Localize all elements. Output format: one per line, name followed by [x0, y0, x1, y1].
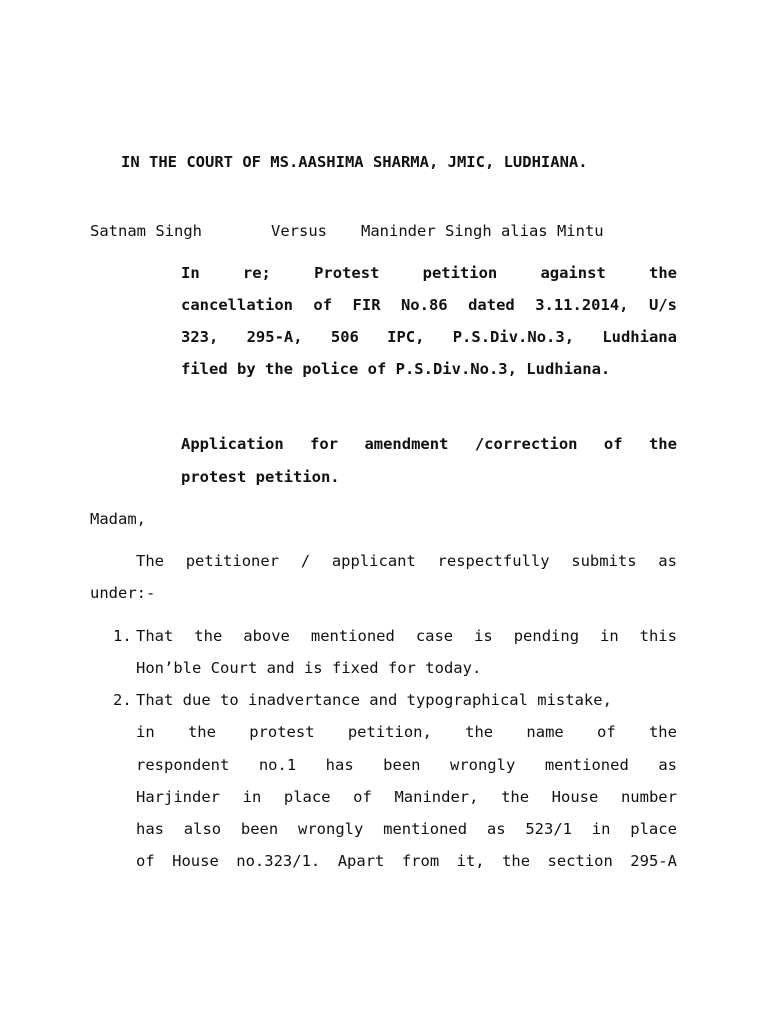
- word: mentioned: [310, 627, 395, 645]
- word: pending: [513, 627, 580, 645]
- word: number: [620, 788, 677, 806]
- word: 506: [330, 328, 359, 346]
- in-re-line: [181, 295, 677, 315]
- word: no.323/1.: [236, 852, 321, 870]
- word: place: [283, 788, 331, 806]
- word: 295-A,: [246, 328, 303, 346]
- word: is: [474, 627, 493, 645]
- item-line-last: Hon’ble Court and is fixed for today.: [136, 659, 482, 677]
- word: House: [172, 852, 219, 870]
- word: House: [551, 788, 599, 806]
- word: in: [591, 820, 611, 838]
- word: amendment: [364, 435, 449, 453]
- word: 295-A: [630, 852, 677, 870]
- word: of: [603, 435, 623, 453]
- in-re-line: [181, 327, 677, 347]
- word: petitioner: [185, 552, 280, 570]
- word: the: [501, 788, 530, 806]
- word: for: [310, 435, 339, 453]
- word: Protest: [314, 264, 380, 282]
- word: wrongly: [298, 820, 364, 838]
- word: has: [325, 756, 354, 774]
- word: the: [649, 264, 677, 282]
- word: Ludhiana: [602, 328, 677, 346]
- item-line: That due to inadvertance and typographical mistake,: [136, 691, 612, 709]
- word: from: [401, 852, 440, 870]
- application-last-line: protest petition.: [181, 468, 340, 486]
- word: this: [639, 627, 677, 645]
- word: P.S.Div.No.3,: [452, 328, 575, 346]
- petitioner-name: Satnam Singh: [90, 222, 202, 240]
- word: in: [136, 723, 155, 741]
- word: The: [136, 552, 164, 570]
- word: also: [183, 820, 222, 838]
- word: respectfully: [437, 552, 550, 570]
- word: protest: [249, 723, 315, 741]
- versus-label: Versus: [271, 222, 327, 240]
- parties-line: [90, 221, 604, 241]
- word: No.86: [400, 296, 448, 314]
- word: petition,: [347, 723, 432, 741]
- item-line: [136, 851, 677, 871]
- word: cancellation: [181, 296, 293, 314]
- word: 3.11.2014,: [535, 296, 629, 314]
- word: wrongly: [449, 756, 516, 774]
- word: as: [658, 552, 677, 570]
- word: Application: [181, 435, 284, 453]
- respondent-name: Maninder Singh alias Mintu: [361, 222, 604, 240]
- word: /: [300, 552, 311, 570]
- application-line: [181, 434, 677, 454]
- word: of: [136, 852, 155, 870]
- word: against: [540, 264, 606, 282]
- word: Harjinder: [136, 788, 220, 806]
- word: in: [242, 788, 262, 806]
- word: Apart: [337, 852, 385, 870]
- word: name: [526, 723, 564, 741]
- word: re;: [242, 264, 271, 282]
- in-re-last-line: filed by the police of P.S.Div.No.3, Ludhiana.: [181, 360, 611, 378]
- word: the: [194, 627, 223, 645]
- word: respondent: [136, 756, 230, 774]
- word: /correction: [474, 435, 578, 453]
- word: place: [630, 820, 677, 838]
- item-line: [136, 722, 677, 742]
- in-re-line: [181, 263, 677, 283]
- word: as: [658, 756, 677, 774]
- item-line: [136, 787, 677, 807]
- word: the: [502, 852, 531, 870]
- word: IPC,: [387, 328, 425, 346]
- salutation: Madam,: [90, 510, 146, 528]
- item-number: 2.: [113, 691, 132, 709]
- word: of: [597, 723, 616, 741]
- item-line: [136, 819, 677, 839]
- word: mentioned: [383, 820, 468, 838]
- word: dated: [468, 296, 515, 314]
- word: U/s: [648, 296, 677, 314]
- word: In: [181, 264, 200, 282]
- word: mentioned: [544, 756, 629, 774]
- word: of: [313, 296, 333, 314]
- word: the: [187, 723, 216, 741]
- word: been: [240, 820, 279, 838]
- word: FIR: [352, 296, 381, 314]
- word: the: [648, 435, 677, 453]
- court-heading: IN THE COURT OF MS.AASHIMA SHARMA, JMIC, LUDHIANA.: [121, 153, 588, 171]
- intro-second-line: under:-: [90, 584, 156, 602]
- word: it,: [456, 852, 485, 870]
- word: 323,: [181, 328, 219, 346]
- word: the: [465, 723, 494, 741]
- word: Maninder,: [394, 788, 479, 806]
- intro-line: [136, 551, 677, 571]
- item-number: 1.: [113, 627, 132, 645]
- word: That: [136, 627, 174, 645]
- word: section: [547, 852, 613, 870]
- word: been: [383, 756, 421, 774]
- word: in: [600, 627, 619, 645]
- word: 523/1: [525, 820, 573, 838]
- word: case: [415, 627, 454, 645]
- word: of: [353, 788, 372, 806]
- word: no.1: [258, 756, 297, 774]
- word: applicant: [331, 552, 416, 570]
- item-line: [136, 755, 677, 775]
- word: above: [243, 627, 290, 645]
- word: the: [648, 723, 677, 741]
- item-line: [136, 626, 677, 646]
- word: submits: [571, 552, 637, 570]
- word: petition: [422, 264, 498, 282]
- word: as: [486, 820, 506, 838]
- word: has: [136, 820, 164, 838]
